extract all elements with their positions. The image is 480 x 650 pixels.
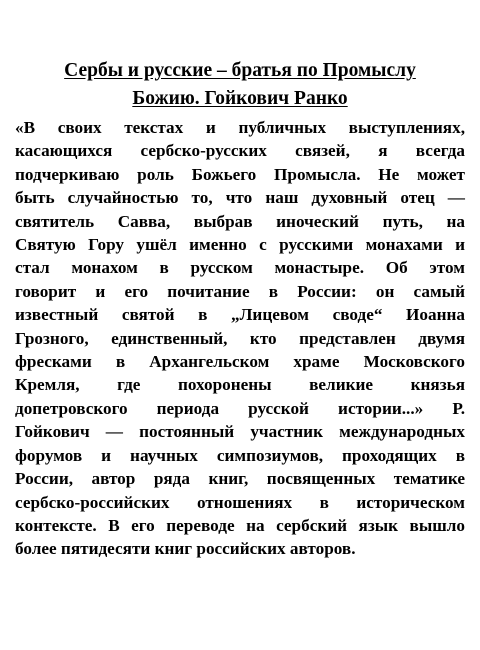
body-line: более пятидесяти книг российских авторов. [15,539,356,559]
document-page [15,57,465,561]
body-line: форумов и научных симпозиумов, проходящих в [15,445,465,465]
body-line: фресками в Архангельском храме Московского [15,352,465,372]
body-line: «В своих текстах и публичных выступлениях, [15,118,465,137]
title-line: Сербы и русские – братья по Промыслу [64,60,416,81]
body-line: Гойкович — постоянный участник международных [15,422,465,442]
body-line: Святую Гору ушёл именно с русскими монахами и [15,235,465,255]
body-line: святитель Савва, выбрав иноческий путь, на [15,211,465,231]
body-line: контексте. В его переводе на сербский язык вышло [15,515,465,535]
document-title [15,57,465,113]
body-line: быть случайностью то, что наш духовный отец — [15,188,465,208]
body-line: Кремля, где похоронены великие князья [15,375,465,395]
body-line: говорит и его почитание в России: он самый [15,281,465,301]
body-line: стал монахом в русском монастыре. Об этом [15,258,465,278]
body-line: касающихся сербско-русских связей, я всегда [15,141,465,161]
body-line: Грозного, единственный, кто представлен двумя [15,328,465,348]
body-line: известный святой в „Лицевом своде“ Иоанна [15,305,465,325]
document-body [15,116,465,561]
body-line: подчеркиваю роль Божьего Промысла. Не может [15,164,465,184]
body-line: России, автор ряда книг, посвященных тематике [15,469,465,489]
body-line: допетровского периода русской истории...» Р. [15,398,465,418]
body-line: сербско-российских отношениях в историческом [15,492,465,512]
title-line: Божию. Гойкович Ранко [132,88,348,109]
